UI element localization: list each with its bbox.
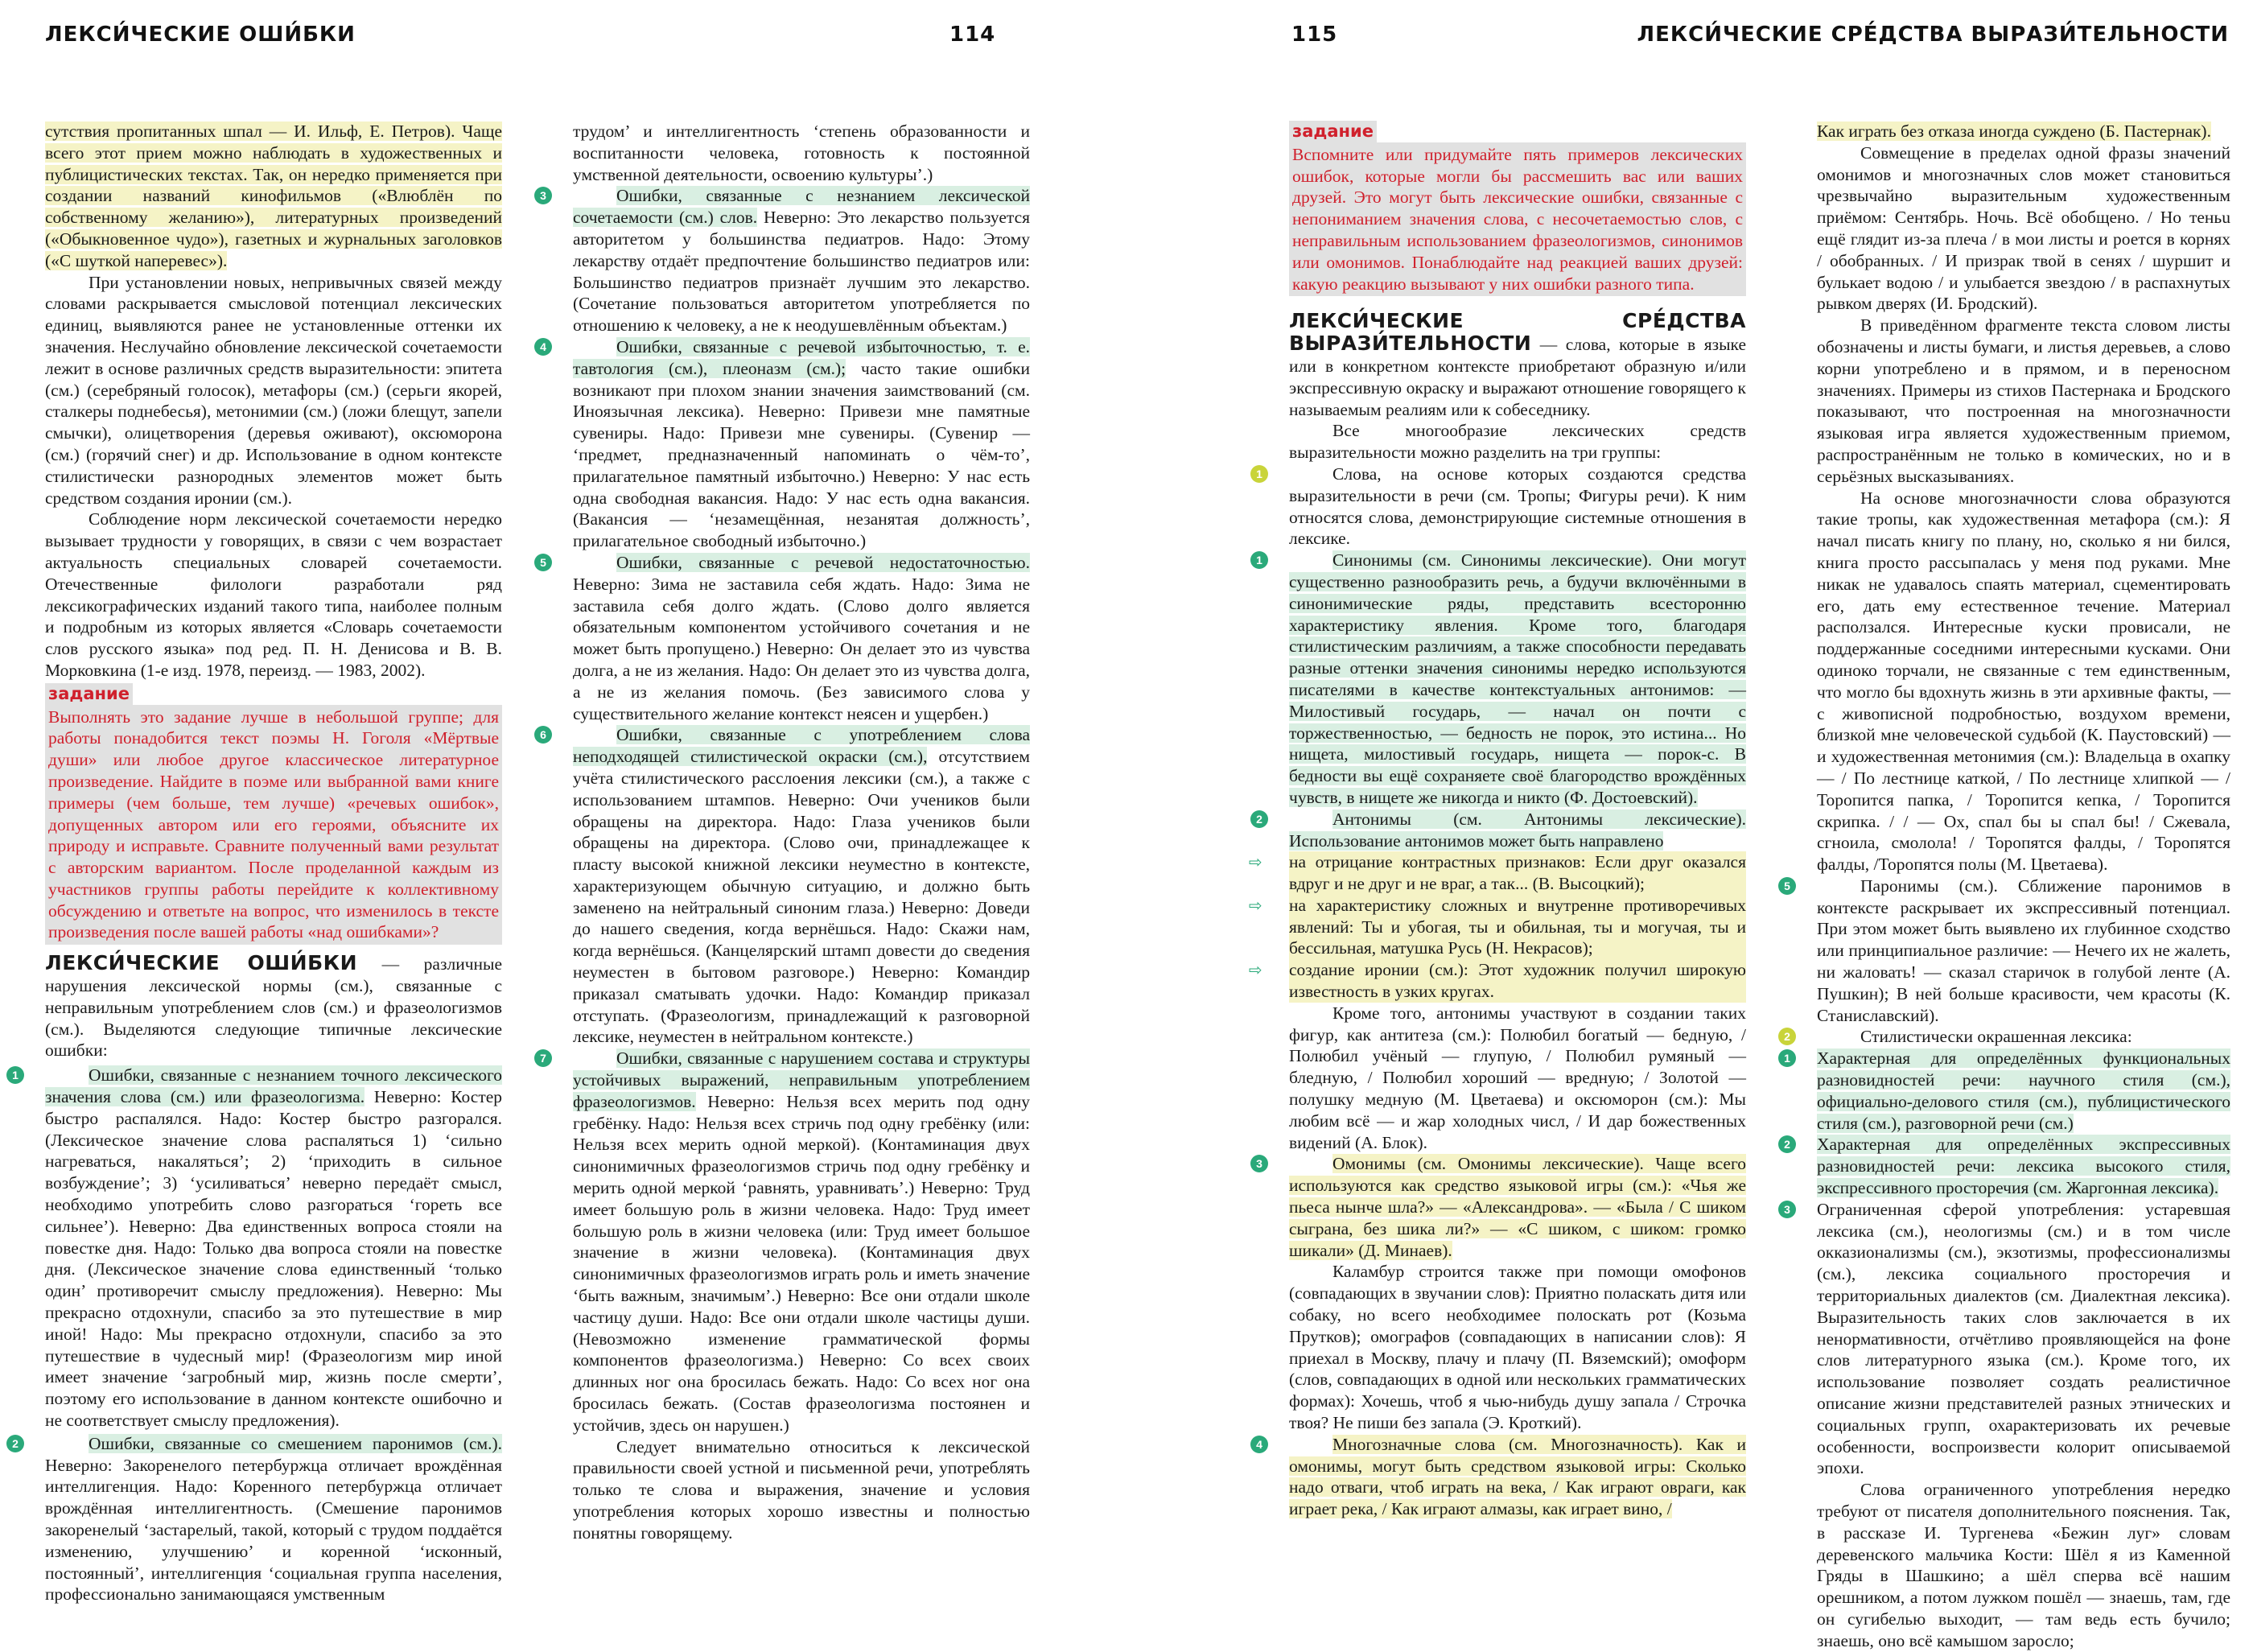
style-marker-3: 3 [1778,1201,1796,1218]
closing-paragraph: Следует внимательно относиться к лексической правильности своей устной и письменной речи, употреблять только те слова и выражения, значение и условия употребления которых хорошо известны и полностью понятны говорящему. [573,1436,1030,1543]
left-running-head: ЛЕКСИ́ЧЕСКИЕ ОШИ́БКИ [45,23,356,47]
paragraph-continued-right: Как играть без отказа иногда суждено (Б. Пастернак). [1817,122,2211,141]
list-item-7: 7 Ошибки, связанные с нарушением состава и структуры устойчивых выражений, неправильным употреблением фразеологизмов. Неверно: Нельзя всех мерить под одну гребёнку. Надо: Нельзя всех стричь под одну гребёнку (или: Нельзя всех мерить одной меркой). (Контаминация двух синонимичных фразеологизмов стричь под одну гребёнку и мерить одной меркой ‘равнять, уравнивать’.) Неверно: Труд имеет большую роль в жизни человека. Надо: Труд имеет большую роль в жизни человека (или: Труд имеет большое значение в жизни человека). (Контаминация двух синонимичных фразеологизмов играть роль и иметь значение ‘быть важным, значимым’.) Неверно: Все они отдали школе частицу души. Надо: Все они отдали школе частицы души. (Невозможно изменение грамматической формы компонентов фразеологизма.) Неверно: Со всех своих длинных ног она бросилась бежать. Надо: Со всех ног она бросилась бежать. (Состав фразеологизма постоянен и устойчив, здесь он нарушен.) [573,1048,1030,1436]
task-block-right [1289,121,1746,296]
paragraph-fragment: В приведённом фрагменте текста словом листы обозначены и листы бумаги, и листья деревьев, а слово корни употреблено и в прямом, и в переносном значениях. Примеры из стихов Пастернака и Бродского показывают, что построенная на многозначности языковая игра является художественным приемом, распространённым не только в комических, но и в серьёзных высказываниях. [1817,315,2230,486]
term-definition: ЛЕКСИ́ЧЕСКИЕ ОШИ́БКИ — различные нарушения лексической нормы (см.), связанные с неправильным употреблением слов (см.) и фразеологизмов (см.). Выделяются следующие типичные лексические ошибки: [45,951,503,1061]
sub-marker-1: 1 [1250,551,1268,569]
task-label: задание [45,683,133,705]
marker-2: 2 [6,1435,24,1452]
left-page-number: 114 [949,23,996,47]
sub-item-2: 2 Антонимы (см. Антонимы лексические). Использование антонимов может быть направлено [1289,809,1746,852]
list-item-5: 5 Ошибки, связанные с речевой недостаточностью. Неверно: Зима не заставила себя ждать. Надо: Зима не заставила себя долго ждать. (Слово долго является обязательным компонентом устойчивого сочетания и не может быть пропущено.) Неверно: Он делает это из чувства долга, а не из желания. Надо: Он делает это из чувства долга, а не из желания помочь. (Без зависимого слова у существительного желание контекст неясен и ущербен.) [573,552,1030,724]
style-marker-1: 1 [1778,1049,1796,1067]
arrow-icon: ⇨ [1249,895,1262,915]
marker-1: 1 [6,1066,24,1084]
term-heading-right: ЛЕКСИ́ЧЕСКИЕ СРЕ́ДСТВА ВЫРАЗИ́ТЕЛЬНОСТИ [1289,309,1746,356]
paragraph-3: Соблюдение норм лексической сочетаемости нередко вызывает трудности у говорящих, в связи с чем возрастает актуальность специальных словарей сочетаемости. Отечественные филологи разработали ряд лексикографических изданий такого типа, наиболее полным и подробным из которых является «Словарь сочетаемости слов русского языка» под ред. П. Н. Денисова и В. В. Морковкина (1-е изд. 1978, переизд. — 1983, 2002). [45,509,502,680]
arrow-item-1: ⇨ на отрицание контрастных признаков: Если друг оказался вдруг и не друг и не враг, а так... (В. Высоцкий); [1249,852,1746,894]
right-page-number: 115 [1291,23,1338,47]
marker-5: 5 [534,554,552,571]
group-marker-1: 1 [1250,465,1268,483]
task-block [45,683,502,945]
marker-3: 3 [534,187,552,204]
group-1: 1 Слова, на основе которых создаются средства выразительности в речи (см. Тропы; Фигуры речи). К ним относятся слова, демонстрирующие системные отношения в лексике. [1289,463,1746,550]
task-label-right: задание [1289,121,1377,142]
group-marker-2: 2 [1778,1028,1796,1045]
intro-paragraph: Все многообразие лексических средств выразительности можно разделить на три группы: [1289,421,1746,463]
term-definition-right: ЛЕКСИ́ЧЕСКИЕ СРЕ́ДСТВА ВЫРАЗИ́ТЕЛЬНОСТИ — слова, которые в языке или в конкретном контексте приобретают образную и/или экспрессивную окраску и выражают отношение говорящего к называемым реалиям или к собеседнику. [1289,309,1746,419]
arrow-item-2: ⇨ на характеристику сложных и внутренне противоречивых явлений: Ты и убогая, ты и обильная, ты и могучая, ты и бессильная, матушка Русь (Н. Некрасов); [1249,895,1746,958]
style-item-1: 1 Характерная для определённых функциональных разновидностей речи: научного стиля (см.), официально-делового стиля (см.), публицистического стиля (см.), разговорной речи (см.) [1817,1048,2230,1134]
right-column-2 [1784,121,2230,1652]
style-item-2: 2 Характерная для определённых экспрессивных разновидностей речи: лексика высокого стиля, экспрессивного просторечия (см. Жаргонная лексика). [1817,1134,2230,1198]
list-item-6: 6 Ошибки, связанные с употреблением слова неподходящей стилистической окраски (см.), отсутствием учёта стилистического расслоения лексики (см.), а также с использованием штампов. Неверно: Очи учеников были обращены на директора. Надо: Глаза учеников были обращены на директора. (Слово очи, принадлежащее к пласту высокой книжной лексики неуместно в контексте, характеризующем обычную ситуацию, и должно быть заменено на нейтральный синоним глаза.) Неверно: Доведи до нашего сведения, когда вернёшься. Надо: Скажи нам, когда вернёшься. (Канцелярский штамп довести до сведения неуместен в бытовом разговоре.) Неверно: Командир приказал сматывать удочки. Надо: Командир приказал отступать. (Фразеологизм, принадлежащий к разговорной лексике, неуместен в нейтральном контексте.) [573,724,1030,1048]
sub-item-4: 4 Многозначные слова (см. Многозначность). Как и омонимы, могут быть средством языковой игры: Сколько надо отваги, чтоб играть на века, / Как играют овраги, как играет река, / Как играют алмазы, как играет вино, / [1289,1434,1746,1520]
marker-6: 6 [534,726,552,744]
right-column-1 [1249,121,1746,1520]
sub-marker-4: 4 [1250,1436,1268,1453]
right-running-head: ЛЕКСИ́ЧЕСКИЕ СРЕ́ДСТВА ВЫРАЗИ́ТЕЛЬНОСТИ [1637,23,2229,47]
sub-item-5: 5 Паронимы (см.). Сближение паронимов в контексте раскрывает их экспрессивный потенциал. При этом может быть выявлено их глубинное сходство или принципиальное различие: — Нечего их не жалеть, ни жаловать! — сказал старичок в голубой ленте (А. Пушкин); В ней больше красивости, чем красоты (К. Станиславский). [1817,875,2230,1027]
sub-item-1: 1 Синонимы (см. Синонимы лексические). Они могут существенно разнообразить речь, а будучи включёнными в синонимические ряды, представить всесторонню характеристику явления. Кроме того, благодаря стилистическим различиям, а также способности передавать разные оттенки значения синонимы нередко используются писателями в качестве контекстуальных антонимов: — Милостивый государь, — начал он почти с торжественностью, — бедность не порок, это истина... Но нищета, милостивый государь, нищета — порок-с. В бедности вы ещё сохраняете своё благородство врождённых чувств, в нищете же никогда и никто (Ф. Достоевский). [1289,550,1746,809]
antonym-paragraph: Кроме того, антонимы участвуют в создании таких фигур, как антитеза (см.): Полюбил богатый — бедную, / Полюбил учёный — глупую, / Полюбил румяный — бледную, / Полюбил хороший — вредную; / Золотой — полушку медную (М. Цветаева) и оксюморон (см.): Мы любим всё — и жар холодных числ, / И дар божественных видений (А. Блок). [1289,1003,1746,1152]
paragraph-tropes: На основе многозначности слова образуются такие тропы, как художественная метафора (см.): Я начал писать книгу по плану, но, сколько я ни бился, книга просто рассыпалась у меня под руками. Мне никак не удавалось спаять материал, сцементировать его, дать ему естественное течение. Материал расползался. Интересные куски провисали, не поддержанные соседними интересными кусками. Они одиноко торчали, не связанные с тем единственным, что могло бы вдохнуть жизнь в эти архивные факты, — с живописной подробностью, воздухом времени, близкой мне человеческой судьбой (К. Паустовский) — и художественная метонимия (см.): Владельца в охапку — / По лестнице каткой, / По лестнице хлипкой — / Торопится папка, / Торопится кепка, / Торопится скрипка. / / — Ох, спал бы ы спал бы! / Сжевала, сгноила, смолола! / Торопятся фалды, / Торопятся фалды, /Торопятся полы (М. Цветаева). [1817,488,2230,875]
paragraph-1: сутствия пропитанных шпал — И. Ильф, Е. Петров). Чаще всего этот прием можно наблюдать в художественных и публицистических текстах. Так, он нередко применяется при создании названий кинофильмов («Влюблён по собственному желанию»), литературных произведений («Обыкновенное чудо»), газетных и журнальных заголовков («С шуткой наперевес»). [45,122,502,270]
arrow-icon: ⇨ [1249,960,1262,980]
left-column-2 [540,121,1031,1544]
marker-7: 7 [534,1049,552,1067]
style-marker-2: 2 [1778,1135,1796,1153]
list-item-1: 1 Ошибки, связанные с незнанием точного лексического значения слова (см.) или фразеологизма. Неверно: Костер быстро распалялся. Надо: Костер быстро разгорался. (Лексическое значение слова распаляться 1) ‘сильно нагреваться, накаляться’; 2) ‘приходить в сильное возбуждение’; 3) ‘усиливаться’ неверно передаёт смысл, необходимо употребить слово разгораться ‘гореть все сильнее’). Неверно: Два единственных вопроса стояли на повестке дня. Надо: Только два вопроса стояли на повестке дня. (Лексическое значение слова единственный ‘только один’ противоречит смыслу предложения). Неверно: Мы прекрасно отдохнули, спасибо за это путешествие в мир иной! Надо: Мы прекрасно отдохнули, спасибо за это путешествие в чудесный мир! (Фразеологизм мир иной имеет значение ‘загробный мир, жизнь после смерти’, поэтому его использование в данном контексте ошибочно и не соответствует смыслу предложения). [45,1065,502,1432]
last-paragraph: Слова ограниченного употребления нередко требуют от писателя дополнительного пояснения. Так, в рассказе И. Тургенева «Бежин луг» словам деревенского мальчика Кости: Шёл я из Каменной Гряды в Шашкино; а шёл сперва всё нашим орешником, а потом лужком пошёл — знаешь, там, где он сугибелью выходит, — там ведь есть бучило; знаешь, оно всё камышом заросло; [1817,1480,2230,1650]
marker-4: 4 [534,338,552,356]
task-text: Выполнять это задание лучше в небольшой группе; для работы понадобится текст поэмы Н. Гоголя «Мёртвые души» или любое другое классическое литературное произведение. Найдите в поэме или выбранной вами книге примеры (чем больше, тем лучше) «речевых ошибок», допущенных автором или его героями, объясните их природу и исправьте. Сравните полученный вами результат с авторским вариантом. После проделанной каждым из участников группы работы перейдите к коллективному обсуждению и ответьте на вопрос, что изменилось в тексте произведения после вашей работы «над ошибками»? [45,705,502,945]
style-item-3: 3 Ограниченная сферой употребления: устаревшая лексика (см.), неологизмы (см.) и в том числе окказионализмы (см.), экзотизмы, профессионализмы (см.), лексика социального просторечия и территориальных диалектов (см. Диалектная лексика). Выразительность таких слов заключается в их ненормативности, отчётливо проявляющейся на фоне слов литературного языка (см.). Кроме того, их использование позволяет создать реалистичное описание жизни представителей разных этнических и социальных групп, охарактеризовать их речевые особенности, воспроизвести колорит описываемой эпохи. [1817,1199,2230,1479]
sub-marker-3: 3 [1250,1155,1268,1172]
sub-marker-2: 2 [1250,810,1268,828]
sub-item-3: 3 Омонимы (см. Омонимы лексические). Чаще всего используются как средство языковой игры (см.): «Чья же пьеса нынче шла?» — «Александрова». — «Была / С шиком сыграна, без шика ли?» — «С шиком, с шиком: громко шикали» (Д. Минаев). [1289,1153,1746,1261]
left-column-1 [12,121,503,1605]
sub-marker-5: 5 [1778,877,1796,895]
paragraph-2: При установлении новых, непривычных связей между словами раскрывается смысловой потенциал лексических единиц, выявляются ранее не установленные оттенки их значения. Неслучайно обновление лексической сочетаемости лежит в основе различных средств выразительности: эпитета (см.) (серебряный голосок), метафоры (см.) (серьги якорей, сталкеры поднебесья), метонимии (см.) (ложи блещут, запели смычки), олицетворения (деревья оживают), оксюморона (см.) (горячий снег) и др. Использование в одном контексте стилистически разнородных элементов может быть средством создания иронии (см.). [45,272,502,508]
list-item-4: 4 Ошибки, связанные с речевой избыточностью, т. е. тавтология (см.), плеоназм (см.); часто такие ошибки возникают при плохом знании значения заимствований (см. Иноязычная лексика). Неверно: Привези мне памятные сувениры. Надо: Привези мне сувениры. (Сувенир — ‘предмет, предназначенный напоминать о чём-то’, прилагательное памятный избыточно.) Неверно: У нас есть одна свободная вакансия. Надо: У нас есть одна вакансия. (Вакансия — ‘незамещённая, незанятая должность’, прилагательное свободный избыточно.) [573,336,1030,552]
paragraph-combined-meanings: Совмещение в пределах одной фразы значений омонимов и многозначных слов может становиться чрезвычайно выразительным художественным приёмом: Сентябрь. Ночь. Всё обобщено. / Но теньu ещё глядит из-за плеча / в мои листы и роется в корнях / обобранных. / И призрак твой в сенях / шуршит и булькает водою / и улыбается звездою / в распахнутых рывком дверях (И. Бродский). [1817,142,2230,314]
arrow-item-3: ⇨ создание иронии (см.): Этот художник получил широкую известность в узких кругах. [1249,960,1746,1002]
group-2: 2 Стилистически окрашенная лексика: [1817,1026,2230,1048]
list-item-3: 3 Ошибки, связанные с незнанием лексической сочетаемости (см.) слов. Неверно: Это лекарство пользуется авторитетом у большинства педиатров. Надо: Этому лекарству отдаёт предпочтение большинство педиатров или: Большинство педиатров признаёт лучшим это лекарство. (Сочетание пользоваться авторитетом употребляется по отношению к человеку, а не к неодушевлённым объектам.) [573,185,1030,336]
term-heading: ЛЕКСИ́ЧЕСКИЕ ОШИ́БКИ [45,951,357,975]
list-item-2: 2 Ошибки, связанные со смешением паронимов (см.). Неверно: Закоренелого петербуржца отличает врождённая интеллигенция. Надо: Коренного петербуржца отличает врождённая интеллигентность. (Смешение паронимов закоренелый ‘застарелый, такой, который с трудом поддаётся изменению, улучшению’ и коренной ‘исконный, постоянный’, интеллигенция ‘социальная группа населения, профессионально занимающаяся умственным [45,1433,502,1605]
arrow-icon: ⇨ [1249,852,1262,872]
paragraph-continued: трудом’ и интеллигентность ‘степень образованности и воспитанности человека, готовность к постоянной умственной деятельности, освоению культуры’.) [573,122,1030,184]
task-text-right: Вспомните или придумайте пять примеров лексических ошибок, которые могли бы рассмешить вас или ваших друзей. Это могут быть лексические ошибки, связанные с непониманием значения слова, с несочетаемостью слов, с неправильным использованием фразеологизмов, синонимов или омонимов. Понаблюдайте над реакцией ваших друзей: какую реакцию вызывают у них ошибки разного типа. [1289,142,1746,297]
pun-paragraph: Каламбур строится также при помощи омофонов (совпадающих в звучании слов): Приятно поласкать дитя или собаку, но всего необходимее полоскать рот (Козьма Прутков); омографов (совпадающих в написании слов): Я приехал в Москву, плачу и плачу (П. Вяземский); омоформ (слов, совпадающих в одной или нескольких грамматических формах): Хочешь, чтоб я чью-нибудь душу запала / Строчка твоя? Не пиши без запала (Э. Кроткий). [1289,1262,1746,1433]
